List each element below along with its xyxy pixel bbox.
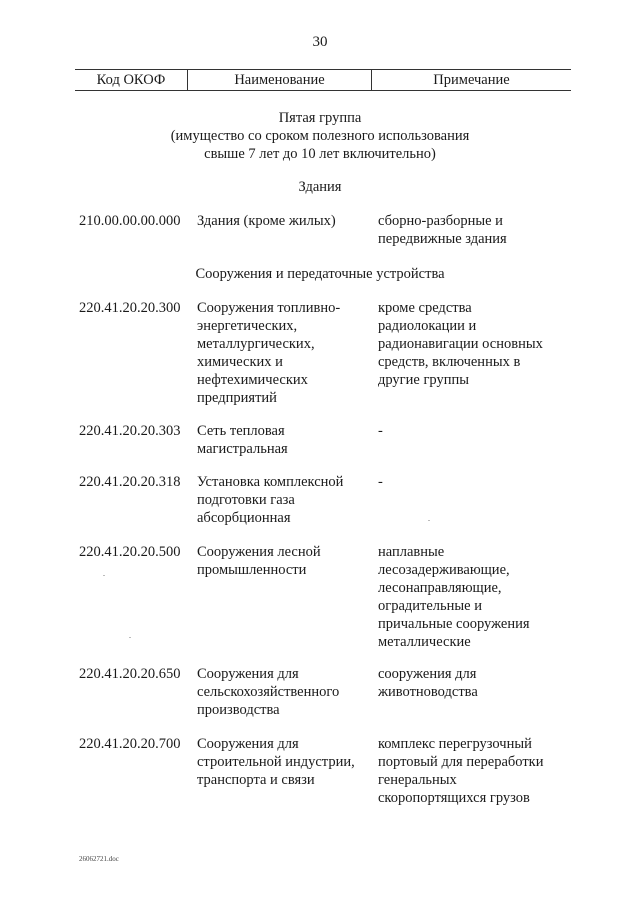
item-name-line: подготовки газа: [197, 492, 295, 508]
item-note: [378, 543, 578, 651]
item-note-line: радиолокации и: [378, 318, 477, 334]
item-name-line: Сооружения для: [197, 666, 299, 682]
group-title-line2: (имущество со сроком полезного использования: [170, 128, 470, 144]
footer-filename: 26062721.doc: [79, 855, 119, 863]
group-title: [0, 109, 640, 163]
item-name-line: металлургических,: [197, 336, 315, 352]
item-note-line: -: [378, 474, 383, 490]
okof-code: 220.41.20.20.700: [79, 736, 181, 752]
header-note: Примечание: [433, 72, 510, 88]
item-name-line: Сеть тепловая: [197, 423, 285, 439]
item-note-line: лесонаправляющие,: [378, 580, 502, 596]
item-note-line: сборно-разборные и: [378, 213, 503, 229]
page-number: 30: [312, 34, 328, 50]
item-note-line: средств, включенных в: [378, 354, 521, 370]
item-note-line: животноводства: [378, 684, 478, 700]
item-note-line: скоропортящихся грузов: [378, 790, 530, 806]
item-note: [378, 473, 578, 491]
item-name: [197, 735, 372, 789]
item-note-line: портовый для переработки: [378, 754, 544, 770]
item-note-line: причальные сооружения: [378, 616, 530, 632]
group-title-line1: Пятая группа: [278, 110, 362, 126]
item-name: [197, 473, 372, 527]
item-name: [197, 665, 372, 719]
item-note-line: другие группы: [378, 372, 469, 388]
item-note-line: кроме средства: [378, 300, 472, 316]
item-name: [197, 543, 372, 579]
table-header: [75, 69, 571, 91]
item-name-line: Здания (кроме жилых): [197, 213, 336, 229]
item-name-line: Установка комплексной: [197, 474, 344, 490]
item-name-line: магистральная: [197, 441, 288, 457]
item-name-line: Сооружения для: [197, 736, 299, 752]
item-name: [197, 422, 372, 458]
item-name-line: Сооружения лесной: [197, 544, 321, 560]
item-name-line: химических и: [197, 354, 283, 370]
item-note: [378, 735, 578, 807]
item-name-line: энергетических,: [197, 318, 298, 334]
item-note: [378, 422, 578, 440]
item-name-line: производства: [197, 702, 280, 718]
group-title-line3: свыше 7 лет до 10 лет включительно): [204, 146, 436, 162]
item-note-line: лесозадерживающие,: [378, 562, 510, 578]
item-name-line: предприятий: [197, 390, 277, 406]
header-name: Наименование: [188, 70, 372, 90]
okof-code: 210.00.00.00.000: [79, 213, 181, 229]
item-name-line: строительной индустрии,: [197, 754, 355, 770]
okof-code: 220.41.20.20.303: [79, 423, 181, 439]
okof-code: 220.41.20.20.500: [79, 544, 181, 560]
item-note-line: металлические: [378, 634, 471, 650]
item-name-line: нефтехимических: [197, 372, 308, 388]
item-name-line: промышленности: [197, 562, 307, 578]
item-note-line: комплекс перегрузочный: [378, 736, 532, 752]
item-name-line: Сооружения топливно-: [197, 300, 341, 316]
item-note: [378, 212, 578, 248]
section-title-buildings: Здания: [298, 179, 342, 195]
item-name-line: сельскохозяйственного: [197, 684, 340, 700]
item-name-line: абсорбционная: [197, 510, 291, 526]
item-note-line: радионавигации основных: [378, 336, 543, 352]
okof-code: 220.41.20.20.318: [79, 474, 181, 490]
section-title-structures: Сооружения и передаточные устройства: [195, 266, 445, 282]
okof-code: 220.41.20.20.650: [79, 666, 181, 682]
item-name: [197, 299, 372, 407]
item-note: [378, 299, 578, 389]
item-note-line: сооружения для: [378, 666, 477, 682]
item-note-line: -: [378, 423, 383, 439]
item-note: [378, 665, 578, 701]
item-name: [197, 212, 372, 230]
header-code: Код ОКОФ: [75, 70, 188, 90]
okof-code: 220.41.20.20.300: [79, 300, 181, 316]
item-note-line: наплавные: [378, 544, 445, 560]
item-note-line: передвижные здания: [378, 231, 507, 247]
item-note-line: генеральных: [378, 772, 457, 788]
item-name-line: транспорта и связи: [197, 772, 315, 788]
item-note-line: оградительные и: [378, 598, 482, 614]
